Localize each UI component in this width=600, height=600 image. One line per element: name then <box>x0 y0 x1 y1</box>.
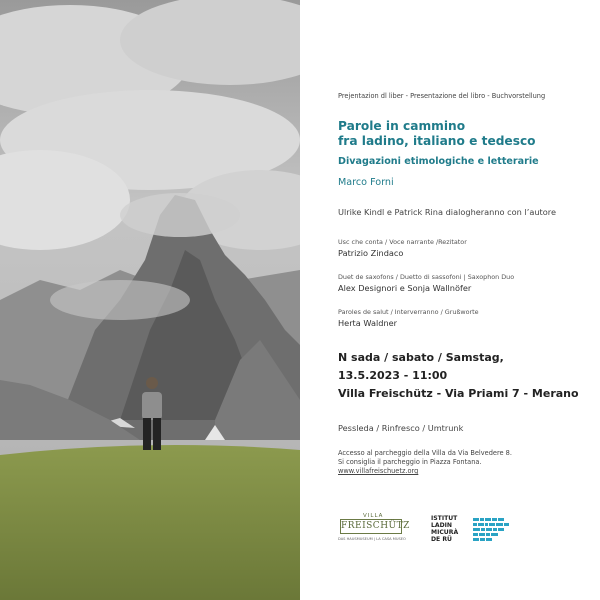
role-label-greetings: Paroles de salut / Interverranno / Grußworte <box>338 308 479 316</box>
event-venue: Villa Freischütz - Via Priami 7 - Merano <box>338 387 579 400</box>
refreshments-text: Pessleda / Rinfresco / Umtrunk <box>338 423 464 433</box>
book-subtitle: Divagazioni etimologiche e letterarie <box>338 156 539 167</box>
institute-line-1: ISTITUT <box>431 515 458 522</box>
event-day: N sada / sabato / Samstag, <box>338 351 504 364</box>
book-title <box>338 119 536 149</box>
access-line-1: Accesso al parcheggio della Villa da Via Belvedere 8. <box>338 449 512 457</box>
dialogue-text: Ulrike Kindl e Patrick Rina dialogheranno con l’autore <box>338 207 556 217</box>
villa-logo-top: VILLA <box>363 513 384 519</box>
event-info <box>338 0 593 600</box>
institute-line-3: MICURÀ <box>431 529 459 536</box>
access-line-2: Si consiglia il parcheggio in Piazza Fontana. <box>338 458 482 466</box>
villa-logo-sub: DAS HAUSMUSEUM | LA CASA MUSEO <box>338 537 406 541</box>
header-text: Prejentazion dl liber - Presentazione del libro - Buchvorstellung <box>338 92 546 100</box>
event-datetime: 13.5.2023 - 11:00 <box>338 369 448 382</box>
role-name-narrator: Patrizio Zindaco <box>338 248 404 258</box>
institute-line-2: LADIN <box>431 522 453 529</box>
website-link[interactable]: www.villafreischuetz.org <box>338 467 419 475</box>
institute-grid-icon <box>473 518 509 544</box>
institute-line-4: DE RÜ <box>431 536 452 543</box>
title-line-2: fra ladino, italiano e tedesco <box>338 134 536 148</box>
villa-freischuetz-logo <box>338 513 408 545</box>
role-name-duo: Alex Designori e Sonja Wallnöfer <box>338 283 472 293</box>
title-line-1: Parole in cammino <box>338 119 466 133</box>
role-label-narrator: Usc che conta / Voce narrante /Rezitator <box>338 238 467 246</box>
role-name-greetings: Herta Waldner <box>338 318 398 328</box>
author-name: Marco Forni <box>338 177 394 188</box>
villa-logo-name: FREISCHÜTZ <box>340 519 402 534</box>
institute-logo <box>431 515 458 543</box>
role-label-duo: Duet de saxofons / Duetto di sassofoni | Saxophon Duo <box>338 273 515 281</box>
